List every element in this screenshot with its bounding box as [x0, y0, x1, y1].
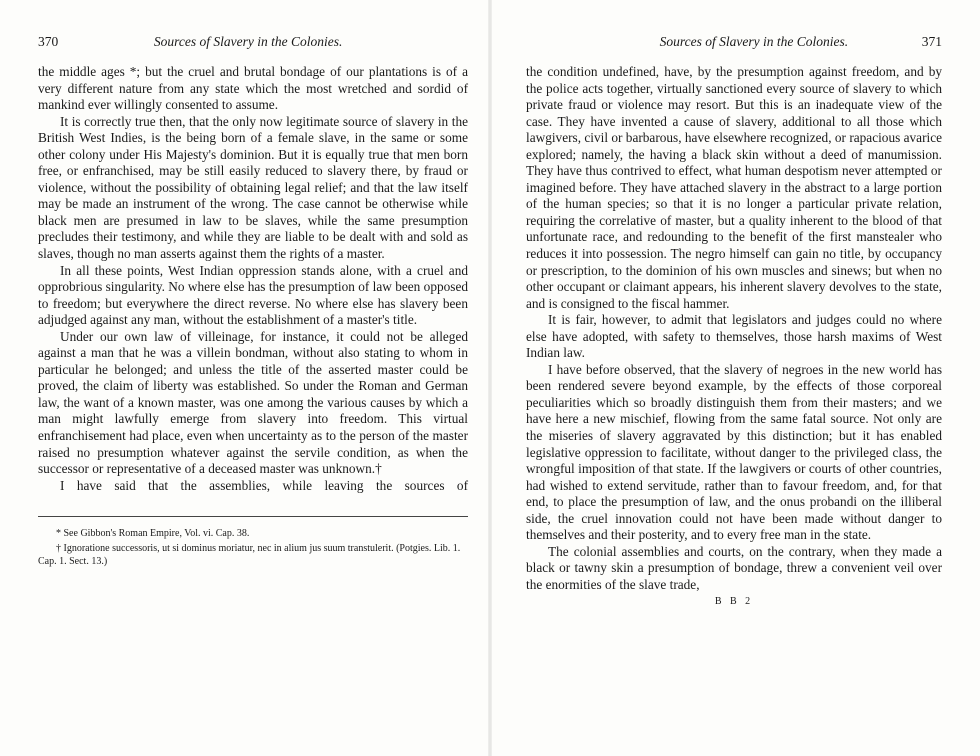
footnotes: [38, 527, 468, 568]
right-body-text: [526, 64, 942, 594]
left-paragraph: In all these points, West Indian oppression stands alone, with a cruel and opprobrious singularity. No where else has the presumption of law been opposed to freedom; but everywhere the direct reverse. No where else has slavery been adjudged against any man, without the establishment of a master's title.: [38, 262, 468, 328]
footnote: * See Gibbon's Roman Empire, Vol. vi. Cap. 38.: [56, 528, 250, 540]
right-paragraph: The colonial assemblies and courts, on the contrary, when they made a black or tawny skin a presumption of bondage, threw a convenient veil over the enormities of the slave trade,: [526, 543, 942, 592]
right-paragraph: It is fair, however, to admit that legislators and judges could no where else have adopted, with safety to themselves, those harsh maxims of West Indian law.: [526, 312, 942, 361]
right-running-title: Sources of Slavery in the Colonies.: [659, 34, 849, 49]
footnote-rule: [38, 516, 468, 517]
left-paragraph: the middle ages *; but the cruel and brutal bondage of our plantations is of a very different nature from any state which the most wretched and sordid of mankind ever willingly consented to assume.: [38, 64, 468, 113]
right-running-head: [526, 34, 942, 50]
right-page-number: 371: [921, 34, 942, 49]
left-paragraph: I have said that the assemblies, while leaving the sources of: [60, 477, 468, 493]
left-body-text: [38, 64, 468, 494]
right-paragraph: the condition undefined, have, by the presumption against freedom, and by the police acts together, virtually sanctioned every source of slavery to which private fraud or violence may resort. But this is an inadequate view of the case. They have invented a cause of slavery, additional to all those which lawgivers, civil or barbarous, have elsewhere recognized, or rapacious avarice explored; namely, the having a black skin without a deed of manumission. They have thus contrived to effect, what human despotism never attempted or imagined before. They have attached slavery in the abstract to a large portion of the human species; so that it is no longer a particular private relation, requiring the correlative of master, but a quality inherent to the blood of that unfortunate race, and redounding to the benefit of the first manstealer who reduces it into possession. The negro himself can gain no title, by occupancy or prescription, to the dominion of his own muscles and sinews; but when no other occupant or claimant appears, his inherent slavery devolves to the state, and is consigned to the fiscal hammer.: [526, 64, 942, 311]
signature-mark: B B 2: [714, 595, 754, 607]
right-paragraph: I have before observed, that the slavery of negroes in the new world has been rendered severe beyond example, by the effects of those corporeal peculiarities which so broadly distinguish them from their masters; and we have here a new mischief, flowing from the same fatal source. Not only are the miseries of slavery aggravated by this distinction; but it has enabled legislative oppression to facilitate, without danger to the privileged class, the wrongful imposition of that state. If the lawgivers or courts of other countries, had wished to extend servitude, rather than to favour freedom, and, for that end, to place the presumption of law, and the onus probandi on the illiberal side, the cruel innovation could not have been made without danger to themselves and their posterity, and to every free man in the state.: [526, 361, 942, 543]
left-paragraph: It is correctly true then, that the only now legitimate source of slavery in the British West Indies, is the being born of a female slave, in the same or some other colony under His Majesty's dominion. But it is equally true that men born free, or enfranchised, may be still easily reduced to slavery there, by fraud or violence, without the possibility of obtaining legal relief; and that the law itself may be made an instrument of the wrong. The case cannot be otherwise while black men are presumed in law to be slaves, while the same presumption precludes their testimony, and while they are liable to be dealt with and sold as slaves, though no man asserts against them the rights of a master.: [38, 113, 468, 262]
left-running-head: [38, 34, 468, 50]
footnote: † Ignoratione successoris, ut si dominus moriatur, nec in alium jus suum transtulerit. (Potgies. Lib. 1. Cap. 1. Sect. 13.): [38, 543, 461, 568]
left-running-title: Sources of Slavery in the Colonies.: [153, 34, 343, 49]
right-page: [490, 0, 980, 756]
left-paragraph: Under our own law of villeinage, for instance, it could not be alleged against a man that he was a villein bondman, without also stating to whom in particular he belonged; and unless the title of the asserted master could be proved, the claim of liberty was established. So under the Roman and German law, the want of a known master, was one among the various causes by which a man might lawfully emerge from slavery into freedom. This virtual enfranchisement had place, even when uncertainty as to the person of the master raised no presumption whatever against the servile condition, as when the successor or representative of a deceased master was unknown.†: [38, 328, 468, 477]
left-page-number: 370: [38, 34, 59, 49]
